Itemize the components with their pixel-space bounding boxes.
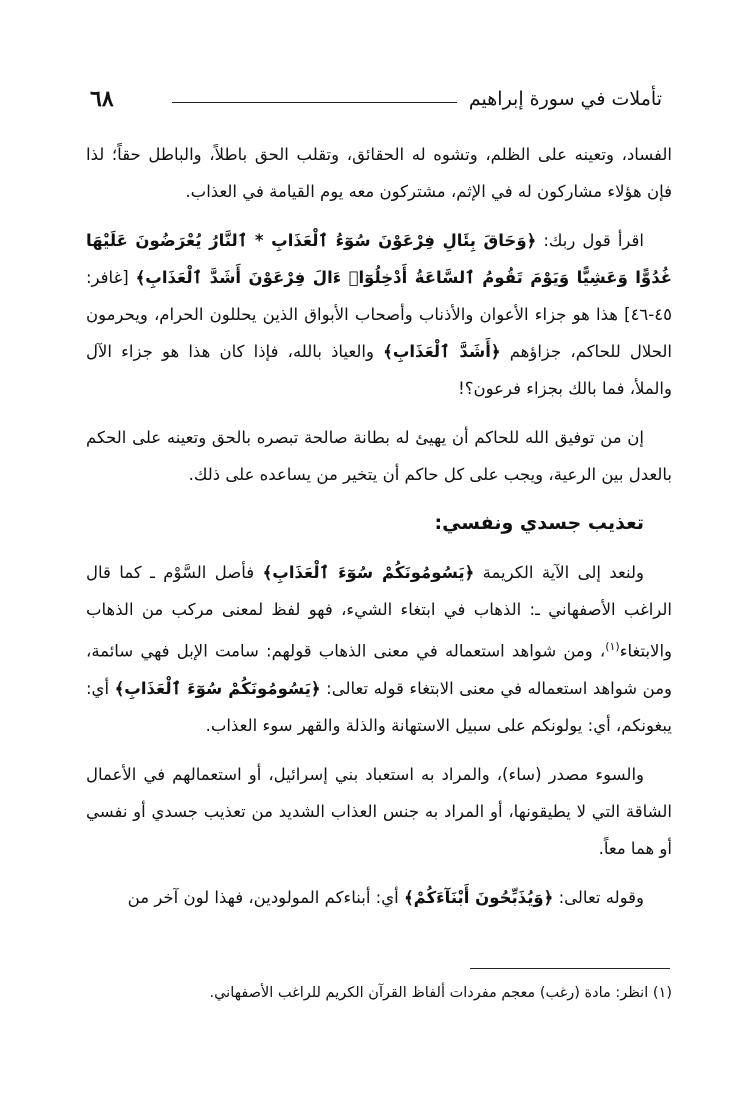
quran-verse: ﴿وَحَاقَ بِئَالِ فِرْعَوْنَ سُوٓءُ ٱلْعَذَابِ * ٱلنَّارُ يُعْرَضُونَ عَلَيْهَا غُدُوًّا وَعَشِيًّا وَيَوْمَ تَقُومُ ٱلسَّاعَةُ أَدْخِلُوٓا۟ ءَالَ فِرْعَوْنَ أَشَدَّ ٱلْعَذَابِ﴾: [86, 231, 672, 287]
p2-text: والعياذ بالله، فإذا كان هذا هو جزاء الآل والملأ، فما بالك بجزاء فرعون؟!: [86, 342, 672, 398]
paragraph-5: والسوء مصدر (ساء)، والمراد به استعباد بني إسرائيل، أو استعمالهم في الأعمال الشاقة التي لا يطيقونها، أو المراد به جنس العذاب الشديد من تعذيب جسدي أو نفسي أو هما معاً.: [86, 764, 672, 858]
quran-verse: ﴿يَسُومُونَكُمْ سُوٓءَ ٱلْعَذَابِ﴾: [114, 678, 321, 698]
p6-text: أي: أبناءكم المولودين، فهذا لون آخر من: [127, 887, 399, 907]
p2-intro: اقرأ قول ربك:: [543, 231, 645, 250]
p4-text: ولنعد إلى الآية الكريمة: [482, 563, 644, 582]
quran-verse: ﴿أَشَدَّ ٱلْعَذَابِ﴾: [383, 342, 501, 361]
paragraph-2: [86, 222, 672, 407]
p4-text: فأصل السَّوْم ـ كما قال الراغب الأصفهاني ـ: الذهاب في ابتغاء الشيء، فهو لفظ لمعنى مركب من الذهاب والابتغاء: [86, 563, 672, 661]
body-text: [86, 136, 672, 928]
p6-text: وقوله تعالى:: [558, 887, 644, 907]
paragraph-4: [86, 554, 672, 744]
section-heading: تعذيب جسدي ونفسي:: [434, 512, 644, 534]
p4-text: أي: يبغونكم، أي: يولونكم على سبيل الاستهانة والذلة والقهر سوء العذاب.: [86, 678, 672, 735]
paragraph-6: [86, 879, 672, 916]
paragraph-1: الفساد، وتعينه على الظلم، وتشوه له الحقائق، وتقلب الحق باطلاً، والباطل حقاً؛ لذا فإن هؤلاء مشاركون له في الإثم، مشتركون معه يوم القيامة في العذاب.: [86, 145, 672, 201]
header-rule: [172, 102, 457, 103]
p2-text: هذا هو جزاء الأعوان والأذناب وأصحاب الأبواق الذين يحللون الحرام، ويحرمون الحلال للحاكم، جزاؤهم: [86, 305, 672, 361]
verse-reference: [غافر: ٤٥-٤٦]: [86, 268, 672, 324]
book-title: تأملات في سورة إبراهيم: [468, 88, 662, 110]
footnote-rule: [470, 968, 670, 969]
p4-text: ، ومن شواهد استعماله في معنى الذهاب قولهم: سامت الإبل فهي سائمة، ومن شواهد استعماله في معنى الابتغاء قوله تعالى:: [86, 641, 673, 698]
page-number: ٦٨: [90, 86, 114, 112]
footnote-marker: (١): [605, 640, 620, 653]
paragraph-3: إن من توفيق الله للحاكم أن يهيئ له بطانة صالحة تبصره بالحق وتعينه على الحكم بالعدل بين الرعية، ويجب على كل حاكم أن يتخير من يساعده على ذلك.: [86, 428, 672, 484]
quran-verse: ﴿يَسُومُونَكُمْ سُوٓءَ ٱلْعَذَابِ﴾: [262, 563, 475, 582]
page-header: [0, 86, 752, 122]
footnote: (١) انظر: مادة (رغب) معجم مفردات ألفاظ القرآن الكريم للراغب الأصفهاني.: [209, 985, 672, 1001]
quran-verse: ﴿وَيُذَبِّحُونَ أَبْنَآءَكُمْ﴾: [403, 887, 554, 907]
